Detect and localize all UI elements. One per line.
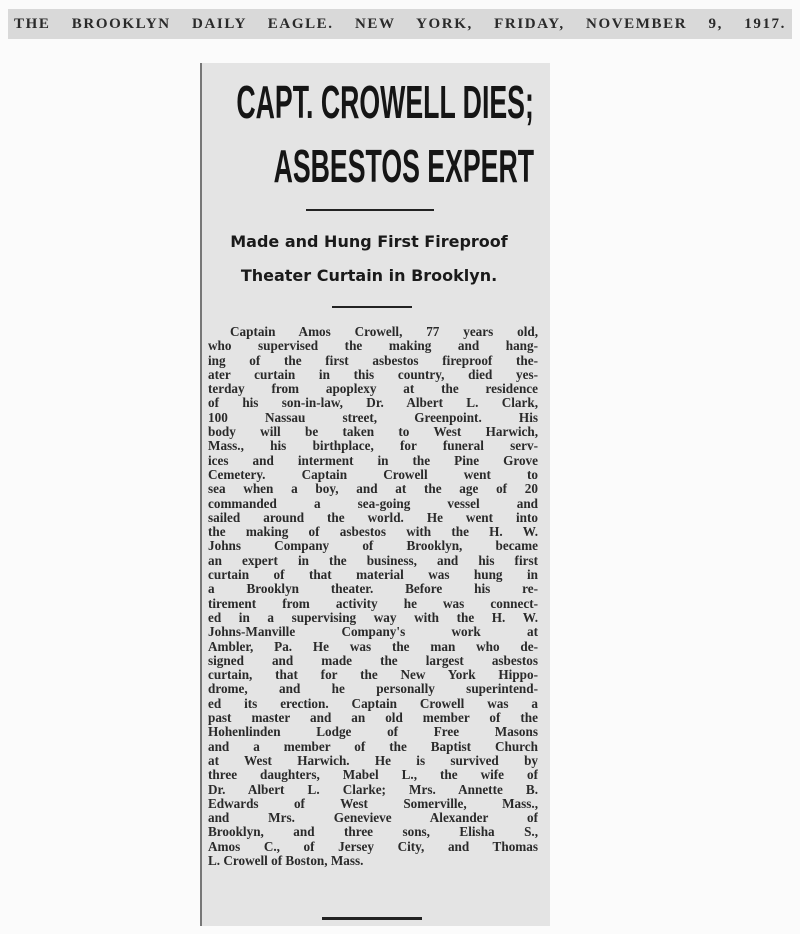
article-line: Mass., his birthplace, for funeral serv- bbox=[208, 439, 538, 454]
article-line: Ambler, Pa. He was the man who de- bbox=[208, 639, 538, 654]
subheadline-line-2: Theater Curtain in Brooklyn. bbox=[240, 266, 498, 285]
article-line: Hohenlinden Lodge of Free Masons bbox=[208, 725, 538, 740]
article-line: drome, and he personally superintend- bbox=[208, 682, 538, 697]
article-line: curtain, that for the New York Hippo- bbox=[208, 668, 538, 683]
headline-line-2: ASBESTOS EXPERT bbox=[273, 140, 534, 192]
article-body bbox=[208, 325, 538, 868]
article-line: who supervised the making and hang- bbox=[208, 339, 538, 354]
article-line: ed its erection. Captain Crowell was a bbox=[208, 696, 538, 711]
article-line: ater curtain in this country, died yes- bbox=[208, 367, 538, 382]
article-line: and Mrs. Genevieve Alexander of bbox=[208, 811, 538, 826]
article-line: body will be taken to West Harwich, bbox=[208, 425, 538, 440]
article-line: the making of asbestos with the H. W. bbox=[208, 525, 538, 540]
headline-line-1: CAPT. CROWELL DIES; bbox=[236, 76, 534, 128]
article-line: and a member of the Baptist Church bbox=[208, 739, 538, 754]
article-line: Amos C., of Jersey City, and Thomas bbox=[208, 839, 538, 854]
article-line: an expert in the business, and his first bbox=[208, 553, 538, 568]
end-ornament bbox=[322, 917, 422, 920]
newspaper-masthead-strip bbox=[8, 9, 792, 39]
headline-divider bbox=[306, 209, 434, 211]
masthead-text: THE BROOKLYN DAILY EAGLE. NEW YORK, FRIDAY, NOVEMBER 9, 1917. bbox=[14, 16, 786, 32]
article-line: a Brooklyn theater. Before his re- bbox=[208, 582, 538, 597]
article-line: L. Crowell of Boston, Mass. bbox=[208, 853, 364, 868]
article-line: commanded a sea-going vessel and bbox=[208, 496, 538, 511]
article-line: ing of the first asbestos fireproof the- bbox=[208, 353, 538, 368]
article-line: sailed around the world. He went into bbox=[208, 510, 538, 525]
subheadline-divider bbox=[332, 306, 412, 308]
article-line: Edwards of West Somerville, Mass., bbox=[208, 796, 538, 811]
article-line: curtain of that material was hung in bbox=[208, 568, 538, 583]
article-line: Johns Company of Brooklyn, became bbox=[208, 539, 538, 554]
newspaper-clipping bbox=[200, 63, 550, 926]
article-line: three daughters, Mabel L., the wife of bbox=[208, 768, 538, 783]
article-line: Cemetery. Captain Crowell went to bbox=[208, 467, 538, 482]
article-line: Brooklyn, and three sons, Elisha S., bbox=[208, 825, 538, 840]
article-line: ices and interment in the Pine Grove bbox=[208, 453, 538, 468]
article-line: Captain Amos Crowell, 77 years old, bbox=[230, 325, 538, 339]
article-line: Johns-Manville Company's work at bbox=[208, 625, 538, 640]
article-line: past master and an old member of the bbox=[208, 711, 538, 726]
article-line: tirement from activity he was connect- bbox=[208, 596, 538, 611]
subheadline-line-1: Made and Hung First Fireproof bbox=[230, 232, 508, 251]
article-line: 100 Nassau street, Greenpoint. His bbox=[208, 410, 538, 425]
article-line: sea when a boy, and at the age of 20 bbox=[208, 482, 538, 497]
article-line: terday from apoplexy at the residence bbox=[208, 382, 538, 397]
article-line: ed in a supervising way with the H. W. bbox=[208, 610, 538, 625]
article-line: signed and made the largest asbestos bbox=[208, 653, 538, 668]
article-line: of his son-in-law, Dr. Albert L. Clark, bbox=[208, 396, 538, 411]
article-line: at West Harwich. He is survived by bbox=[208, 753, 538, 768]
article-line: Dr. Albert L. Clarke; Mrs. Annette B. bbox=[208, 782, 538, 797]
